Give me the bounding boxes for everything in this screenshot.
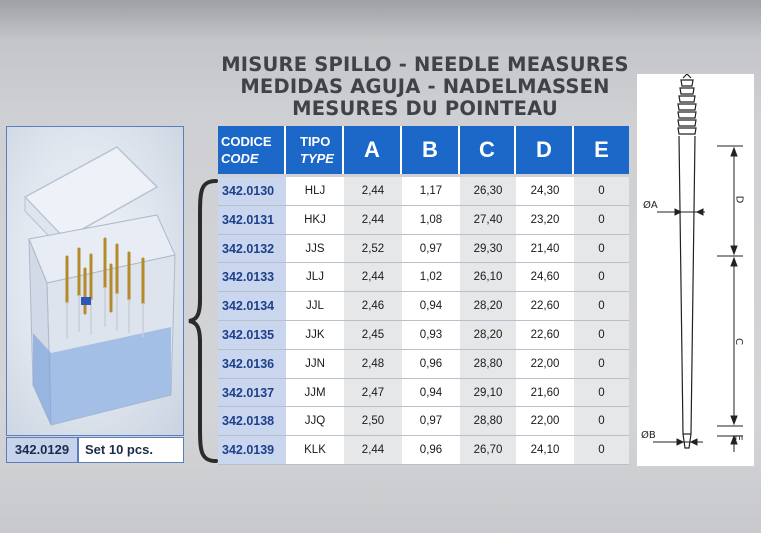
cell-e: 0 [574,292,629,320]
cell-d: 21,40 [516,235,574,263]
cell-a: 2,48 [344,350,402,378]
cell-d: 24,60 [516,263,574,291]
cell-a: 2,44 [344,177,402,205]
cell-d: 22,00 [516,407,574,435]
cell-c: 29,30 [460,235,516,263]
cell-e: 0 [574,263,629,291]
cell-e: 0 [574,206,629,234]
cell-type: JJM [286,379,344,407]
label-e: E [732,434,744,441]
cell-code: 342.0131 [218,206,286,234]
cell-d: 24,10 [516,436,574,464]
cell-c: 26,30 [460,177,516,205]
title-line-3: MESURES DU POINTEAU [292,97,558,120]
cell-c: 26,70 [460,436,516,464]
cell-code: 342.0130 [218,177,286,205]
brace-icon [186,178,218,464]
cell-c: 27,40 [460,206,516,234]
label-b: ØB [641,430,656,441]
cell-type: JJL [286,292,344,320]
product-description: Set 10 pcs. [78,437,184,463]
label-c: C [732,338,744,345]
header-type [286,126,344,174]
cell-b: 1,17 [402,177,460,205]
cell-a: 2,52 [344,235,402,263]
needle-drawing [637,74,754,466]
product-code: 342.0129 [6,437,78,463]
cell-type: JJN [286,350,344,378]
cell-e: 0 [574,321,629,349]
cell-c: 28,20 [460,321,516,349]
cell-b: 0,97 [402,407,460,435]
cell-type: JJQ [286,407,344,435]
cell-code: 342.0134 [218,292,286,320]
title-line-2: MEDIDAS AGUJA - NADELMASSEN [240,75,610,98]
label-d: D [733,195,745,204]
cell-code: 342.0137 [218,379,286,407]
cell-a: 2,47 [344,379,402,407]
cell-c: 28,80 [460,350,516,378]
cell-b: 1,08 [402,206,460,234]
row-divider [218,464,629,465]
cell-a: 2,44 [344,436,402,464]
cell-b: 0,94 [402,379,460,407]
header-code [218,126,286,174]
header-b: B [402,126,460,174]
header-d: D [516,126,574,174]
cell-a: 2,44 [344,263,402,291]
cell-a: 2,45 [344,321,402,349]
cell-e: 0 [574,379,629,407]
title-line-1: MISURE SPILLO - NEEDLE MEASURES [221,53,629,76]
cell-type: JLJ [286,263,344,291]
cell-b: 0,96 [402,436,460,464]
needle-diagram [637,74,754,466]
header-e: E [574,126,629,174]
cell-b: 0,97 [402,235,460,263]
header-type-main: TIPO [300,134,331,149]
cell-type: HKJ [286,206,344,234]
header-code-sub: CODE [221,151,259,166]
cell-e: 0 [574,235,629,263]
cell-a: 2,46 [344,292,402,320]
header-a: A [344,126,402,174]
cell-c: 28,80 [460,407,516,435]
cell-e: 0 [574,350,629,378]
cell-b: 0,93 [402,321,460,349]
header-code-main: CODICE [221,134,272,149]
cell-a: 2,44 [344,206,402,234]
cell-code: 342.0136 [218,350,286,378]
cell-c: 26,10 [460,263,516,291]
cell-code: 342.0139 [218,436,286,464]
cell-d: 24,30 [516,177,574,205]
needle-box-illustration [7,127,183,435]
cell-code: 342.0138 [218,407,286,435]
cell-code: 342.0135 [218,321,286,349]
cell-code: 342.0132 [218,235,286,263]
cell-b: 0,96 [402,350,460,378]
cell-e: 0 [574,177,629,205]
product-photo [6,126,184,436]
cell-type: JJK [286,321,344,349]
header-c: C [460,126,516,174]
cell-c: 28,20 [460,292,516,320]
cell-c: 29,10 [460,379,516,407]
cell-code: 342.0133 [218,263,286,291]
label-a: ØA [643,200,658,211]
cell-type: KLK [286,436,344,464]
header-type-sub: TYPE [300,151,334,166]
cell-b: 1,02 [402,263,460,291]
cell-b: 0,94 [402,292,460,320]
cell-d: 21,60 [516,379,574,407]
cell-d: 23,20 [516,206,574,234]
cell-d: 22,00 [516,350,574,378]
cell-e: 0 [574,407,629,435]
cell-e: 0 [574,436,629,464]
cell-type: JJS [286,235,344,263]
cell-a: 2,50 [344,407,402,435]
cell-type: HLJ [286,177,344,205]
cell-d: 22,60 [516,321,574,349]
cell-d: 22,60 [516,292,574,320]
